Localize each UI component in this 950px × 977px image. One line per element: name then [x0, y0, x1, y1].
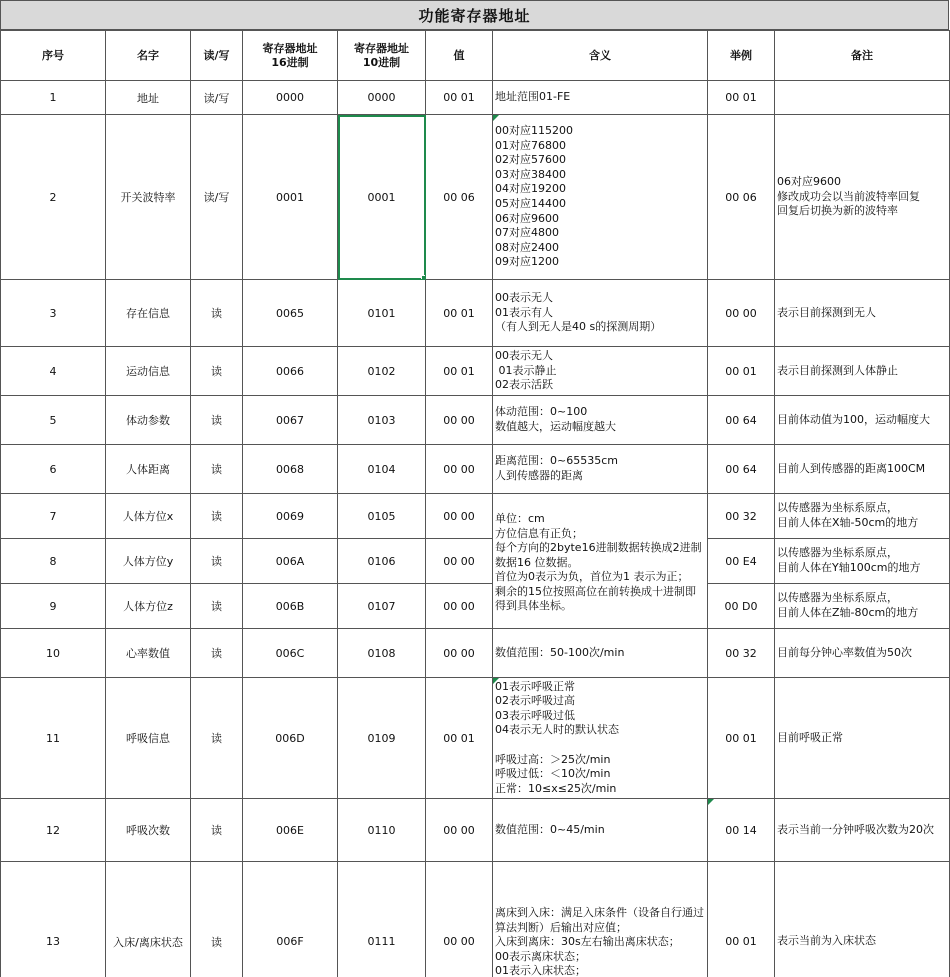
header-name[interactable]: 名字 [106, 31, 191, 81]
cell-note[interactable]: 以传感器为坐标系原点， 目前人体在X轴-50cm的地方 [775, 494, 950, 539]
cell-meaning[interactable]: 数值范围：0~45/min [493, 799, 708, 862]
cell-hex[interactable]: 006B [243, 584, 338, 629]
cell-rw[interactable]: 读/写 [191, 115, 243, 280]
header-rw[interactable]: 读/写 [191, 31, 243, 81]
cell-note[interactable]: 以传感器为坐标系原点， 目前人体在Z轴-80cm的地方 [775, 584, 950, 629]
cell-name[interactable]: 心率数值 [106, 629, 191, 678]
header-meaning[interactable]: 含义 [493, 31, 708, 81]
cell-note[interactable]: 目前呼吸正常 [775, 678, 950, 799]
cell-name[interactable]: 人体方位y [106, 539, 191, 584]
cell-rw[interactable]: 读 [191, 347, 243, 396]
cell-value[interactable]: 00 00 [426, 799, 493, 862]
cell-name[interactable]: 运动信息 [106, 347, 191, 396]
cell-no[interactable]: 2 [1, 115, 106, 280]
cell-rw[interactable]: 读 [191, 678, 243, 799]
cell-meaning[interactable]: 数值范围：50-100次/min [493, 629, 708, 678]
cell-note[interactable]: 目前体动值为100，运动幅度大 [775, 396, 950, 445]
cell-name[interactable]: 人体方位z [106, 584, 191, 629]
cell-name[interactable]: 人体距离 [106, 445, 191, 494]
cell-dec[interactable]: 0108 [338, 629, 426, 678]
cell-rw[interactable]: 读 [191, 280, 243, 347]
table-row [1, 799, 950, 862]
table-row [1, 862, 950, 977]
cell-example[interactable]: 00 64 [708, 445, 775, 494]
cell-example[interactable]: 00 01 [708, 81, 775, 115]
table-row [1, 115, 950, 280]
table-row [1, 81, 950, 115]
cell-rw[interactable]: 读 [191, 539, 243, 584]
cell-example[interactable]: 00 64 [708, 396, 775, 445]
register-table [0, 30, 950, 977]
cell-no[interactable]: 12 [1, 799, 106, 862]
cell-value[interactable]: 00 01 [426, 347, 493, 396]
header-row [1, 31, 950, 81]
cell-hex[interactable]: 0066 [243, 347, 338, 396]
table-row [1, 629, 950, 678]
cell-no[interactable]: 3 [1, 280, 106, 347]
cell-note[interactable]: 表示当前一分钟呼吸次数为20次 [775, 799, 950, 862]
cell-hex[interactable]: 0001 [243, 115, 338, 280]
cell-dec[interactable]: 0109 [338, 678, 426, 799]
cell-dec[interactable]: 0111 [338, 862, 426, 977]
cell-name[interactable]: 地址 [106, 81, 191, 115]
cell-example[interactable]: 00 01 [708, 678, 775, 799]
table-row [1, 539, 950, 584]
cell-note[interactable]: 目前每分钟心率数值为50次 [775, 629, 950, 678]
cell-no[interactable]: 5 [1, 396, 106, 445]
table-row [1, 396, 950, 445]
cell-hex[interactable]: 0065 [243, 280, 338, 347]
cell-value[interactable]: 00 01 [426, 81, 493, 115]
cell-hex[interactable]: 006C [243, 629, 338, 678]
cell-name[interactable]: 入床/离床状态 [106, 862, 191, 977]
cell-value[interactable]: 00 00 [426, 629, 493, 678]
cell-value[interactable]: 00 00 [426, 494, 493, 539]
cell-hex[interactable]: 0069 [243, 494, 338, 539]
cell-no[interactable]: 8 [1, 539, 106, 584]
cell-meaning[interactable]: 00对应115200 01对应76800 02对应57600 03对应38400 04对应19200 05对应14400 06对应9600 07对应4800 08对应2400 09对应1200 [493, 115, 708, 280]
table-row [1, 584, 950, 629]
cell-example[interactable]: 00 32 [708, 629, 775, 678]
cell-hex[interactable]: 006F [243, 862, 338, 977]
cell-meaning[interactable]: 00表示无人 01表示有人 （有人到无人是40 s的探测周期） [493, 280, 708, 347]
header-hex[interactable]: 寄存器地址 16进制 [243, 31, 338, 81]
cell-rw[interactable]: 读 [191, 396, 243, 445]
cell-note[interactable]: 目前人到传感器的距离100CM [775, 445, 950, 494]
cell-note[interactable]: 表示当前为入床状态 [775, 862, 950, 977]
header-dec[interactable]: 寄存器地址 10进制 [338, 31, 426, 81]
cell-dec[interactable]: 0000 [338, 81, 426, 115]
header-example[interactable]: 举例 [708, 31, 775, 81]
cell-no[interactable]: 9 [1, 584, 106, 629]
cell-meaning[interactable]: 体动范围：0~100 数值越大，运动幅度越大 [493, 396, 708, 445]
cell-meaning[interactable]: 00表示无人 01表示静止 02表示活跃 [493, 347, 708, 396]
table-row [1, 494, 950, 539]
cell-dec-selected[interactable]: 0001 [338, 115, 426, 280]
cell-value[interactable]: 00 00 [426, 396, 493, 445]
cell-example[interactable]: 00 01 [708, 347, 775, 396]
cell-value[interactable]: 00 00 [426, 584, 493, 629]
cell-hex[interactable]: 0067 [243, 396, 338, 445]
cell-rw[interactable]: 读 [191, 629, 243, 678]
cell-dec[interactable]: 0101 [338, 280, 426, 347]
cell-hex[interactable]: 006A [243, 539, 338, 584]
table-row [1, 347, 950, 396]
table-row [1, 280, 950, 347]
cell-note[interactable]: 以传感器为坐标系原点， 目前人体在Y轴100cm的地方 [775, 539, 950, 584]
cell-no[interactable]: 11 [1, 678, 106, 799]
cell-value[interactable]: 00 00 [426, 539, 493, 584]
cell-rw[interactable]: 读 [191, 799, 243, 862]
cell-name[interactable]: 存在信息 [106, 280, 191, 347]
cell-dec[interactable]: 0105 [338, 494, 426, 539]
cell-hex[interactable]: 006E [243, 799, 338, 862]
cell-dec[interactable]: 0104 [338, 445, 426, 494]
cell-rw[interactable]: 读 [191, 494, 243, 539]
cell-example[interactable]: 00 32 [708, 494, 775, 539]
cell-name[interactable]: 体动参数 [106, 396, 191, 445]
cell-value[interactable]: 00 01 [426, 678, 493, 799]
cell-no[interactable]: 7 [1, 494, 106, 539]
header-note[interactable]: 备注 [775, 31, 950, 81]
cell-meaning[interactable]: 距离范围：0~65535cm 人到传感器的距离 [493, 445, 708, 494]
cell-no[interactable]: 10 [1, 629, 106, 678]
cell-note[interactable]: 表示目前探测到无人 [775, 280, 950, 347]
cell-example[interactable]: 00 E4 [708, 539, 775, 584]
cell-example[interactable]: 00 14 [708, 799, 775, 862]
cell-note[interactable]: 表示目前探测到人体静止 [775, 347, 950, 396]
table-row [1, 678, 950, 799]
cell-name[interactable]: 呼吸次数 [106, 799, 191, 862]
cell-name[interactable]: 呼吸信息 [106, 678, 191, 799]
cell-no[interactable]: 1 [1, 81, 106, 115]
cell-value[interactable]: 00 00 [426, 445, 493, 494]
cell-rw[interactable]: 读 [191, 862, 243, 977]
header-value[interactable]: 值 [426, 31, 493, 81]
cell-dec[interactable]: 0107 [338, 584, 426, 629]
table-row [1, 445, 950, 494]
cell-dec[interactable]: 0110 [338, 799, 426, 862]
cell-meaning-merged[interactable]: 单位：cm 方位信息有正负； 每个方向的2byte16进制数据转换成2进制数据16 位数据。 首位为0表示为负，首位为1 表示为正； 剩余的15位按照高位在前转换成十进制即得到具体坐标。 [493, 494, 708, 629]
cell-note[interactable] [775, 81, 950, 115]
cell-meaning[interactable]: 01表示呼吸正常 02表示呼吸过高 03表示呼吸过低 04表示无人时的默认状态 呼吸过高：＞25次/min 呼吸过低：＜10次/min 正常：10≤x≤25次/min [493, 678, 708, 799]
cell-note[interactable]: 06对应9600 修改成功会以当前波特率回复 回复后切换为新的波特率 [775, 115, 950, 280]
table-title[interactable]: 功能寄存器地址 [0, 0, 949, 30]
cell-value[interactable]: 00 01 [426, 280, 493, 347]
cell-meaning[interactable]: 地址范围01-FE [493, 81, 708, 115]
cell-meaning[interactable]: 离床到入床：满足入床条件（设备自行通过算法判断）后输出对应值； 入床到离床：30s左右输出离床状态； 00表示离床状态； 01表示入床状态； [493, 862, 708, 977]
cell-no[interactable]: 13 [1, 862, 106, 977]
cell-example[interactable]: 00 D0 [708, 584, 775, 629]
cell-name[interactable]: 开关波特率 [106, 115, 191, 280]
cell-value[interactable]: 00 06 [426, 115, 493, 280]
cell-no[interactable]: 6 [1, 445, 106, 494]
cell-rw[interactable]: 读 [191, 445, 243, 494]
cell-hex[interactable]: 006D [243, 678, 338, 799]
cell-hex[interactable]: 0000 [243, 81, 338, 115]
cell-hex[interactable]: 0068 [243, 445, 338, 494]
cell-example[interactable]: 00 01 [708, 862, 775, 977]
cell-dec[interactable]: 0103 [338, 396, 426, 445]
cell-value[interactable]: 00 00 [426, 862, 493, 977]
cell-dec[interactable]: 0102 [338, 347, 426, 396]
cell-example[interactable]: 00 00 [708, 280, 775, 347]
cell-example[interactable]: 00 06 [708, 115, 775, 280]
cell-name[interactable]: 人体方位x [106, 494, 191, 539]
header-no[interactable]: 序号 [1, 31, 106, 81]
cell-dec[interactable]: 0106 [338, 539, 426, 584]
cell-no[interactable]: 4 [1, 347, 106, 396]
cell-rw[interactable]: 读 [191, 584, 243, 629]
cell-rw[interactable]: 读/写 [191, 81, 243, 115]
